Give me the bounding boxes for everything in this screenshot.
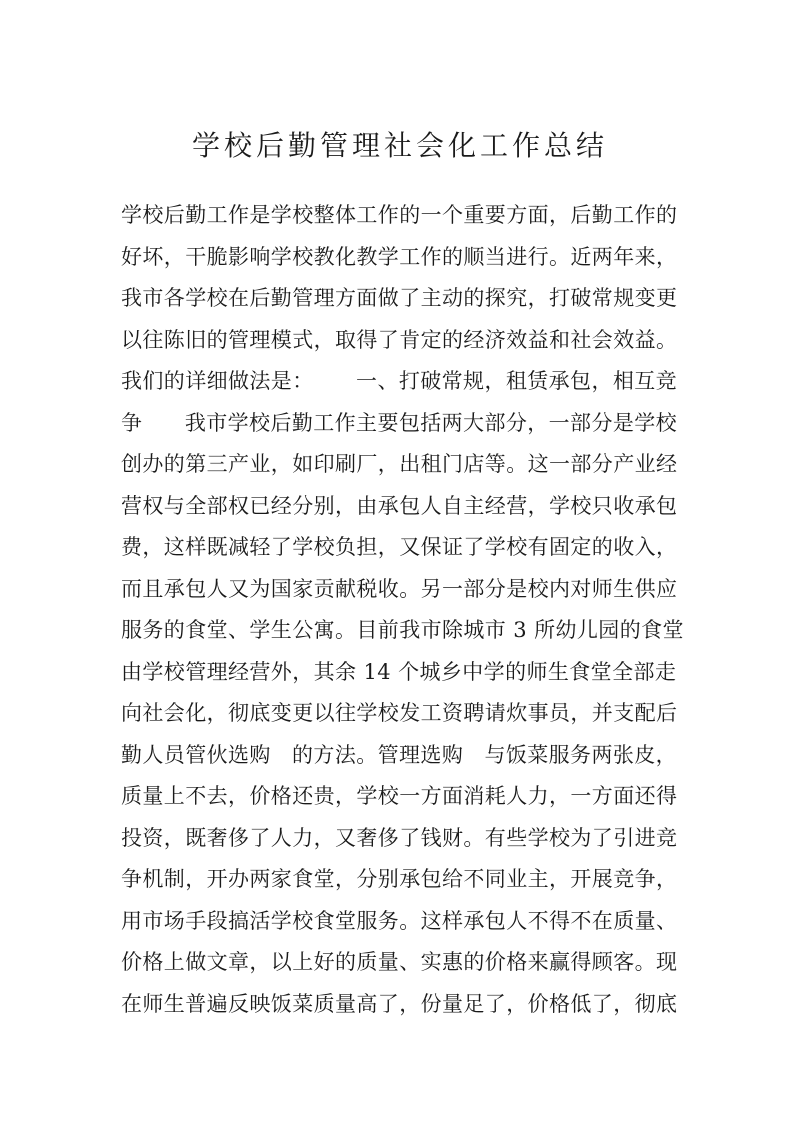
document-title: 学校后勤管理社会化工作总结: [191, 129, 608, 162]
body-line: 服务的食堂、学生公寓。目前我市除城市 3 所幼儿园的食堂: [121, 618, 684, 642]
body-line: 投资，既奢侈了人力，又奢侈了钱财。有些学校为了引进竞: [121, 825, 678, 850]
body-line: 我市各学校在后勤管理方面做了主动的探究，打破常规变更: [121, 286, 678, 310]
document-body: [121, 195, 691, 1025]
body-line: 以往陈旧的管理模式，取得了肯定的经济效益和社会效益。: [121, 327, 678, 352]
body-line: 勤人员管伙选购 的方法。管理选购 与饭菜服务两张皮，: [121, 742, 678, 767]
body-line: 质量上不去，价格还贵，学校一方面消耗人力，一方面还得: [121, 784, 678, 808]
body-line: 价格上做文章，以上好的质量、实惠的价格来赢得顾客。现: [121, 950, 678, 974]
body-line: 由学校管理经营外，其余 14 个城乡中学的师生食堂全部走: [121, 659, 677, 684]
body-line: 好坏，干脆影响学校教化教学工作的顺当进行。近两年来，: [121, 244, 678, 269]
body-line: 争机制，开办两家食堂，分别承包给不同业主，开展竞争，: [121, 867, 678, 891]
body-line: 向社会化，彻底变更以往学校发工资聘请炊事员，并支配后: [121, 701, 678, 725]
body-line: 争 我市学校后勤工作主要包括两大部分，一部分是学校: [121, 410, 678, 435]
body-line: 我们的详细做法是： 一、打破常规，租赁承包，相互竞: [121, 369, 678, 393]
body-line: 而且承包人又为国家贡献税收。另一部分是校内对师生供应: [121, 576, 678, 601]
body-line: 用市场手段搞活学校食堂服务。这样承包人不得不在质量、: [121, 908, 678, 933]
body-line: 在师生普遍反映饭菜质量高了，份量足了，价格低了，彻底: [121, 991, 678, 1016]
body-line: 学校后勤工作是学校整体工作的一个重要方面，后勤工作的: [121, 203, 678, 227]
body-line: 营权与全部权已经分别，由承包人自主经营，学校只收承包: [121, 493, 678, 518]
body-line: 创办的第三产业，如印刷厂，出租门店等。这一部分产业经: [121, 452, 678, 476]
body-line: 费，这样既减轻了学校负担，又保证了学校有固定的收入，: [121, 535, 678, 559]
